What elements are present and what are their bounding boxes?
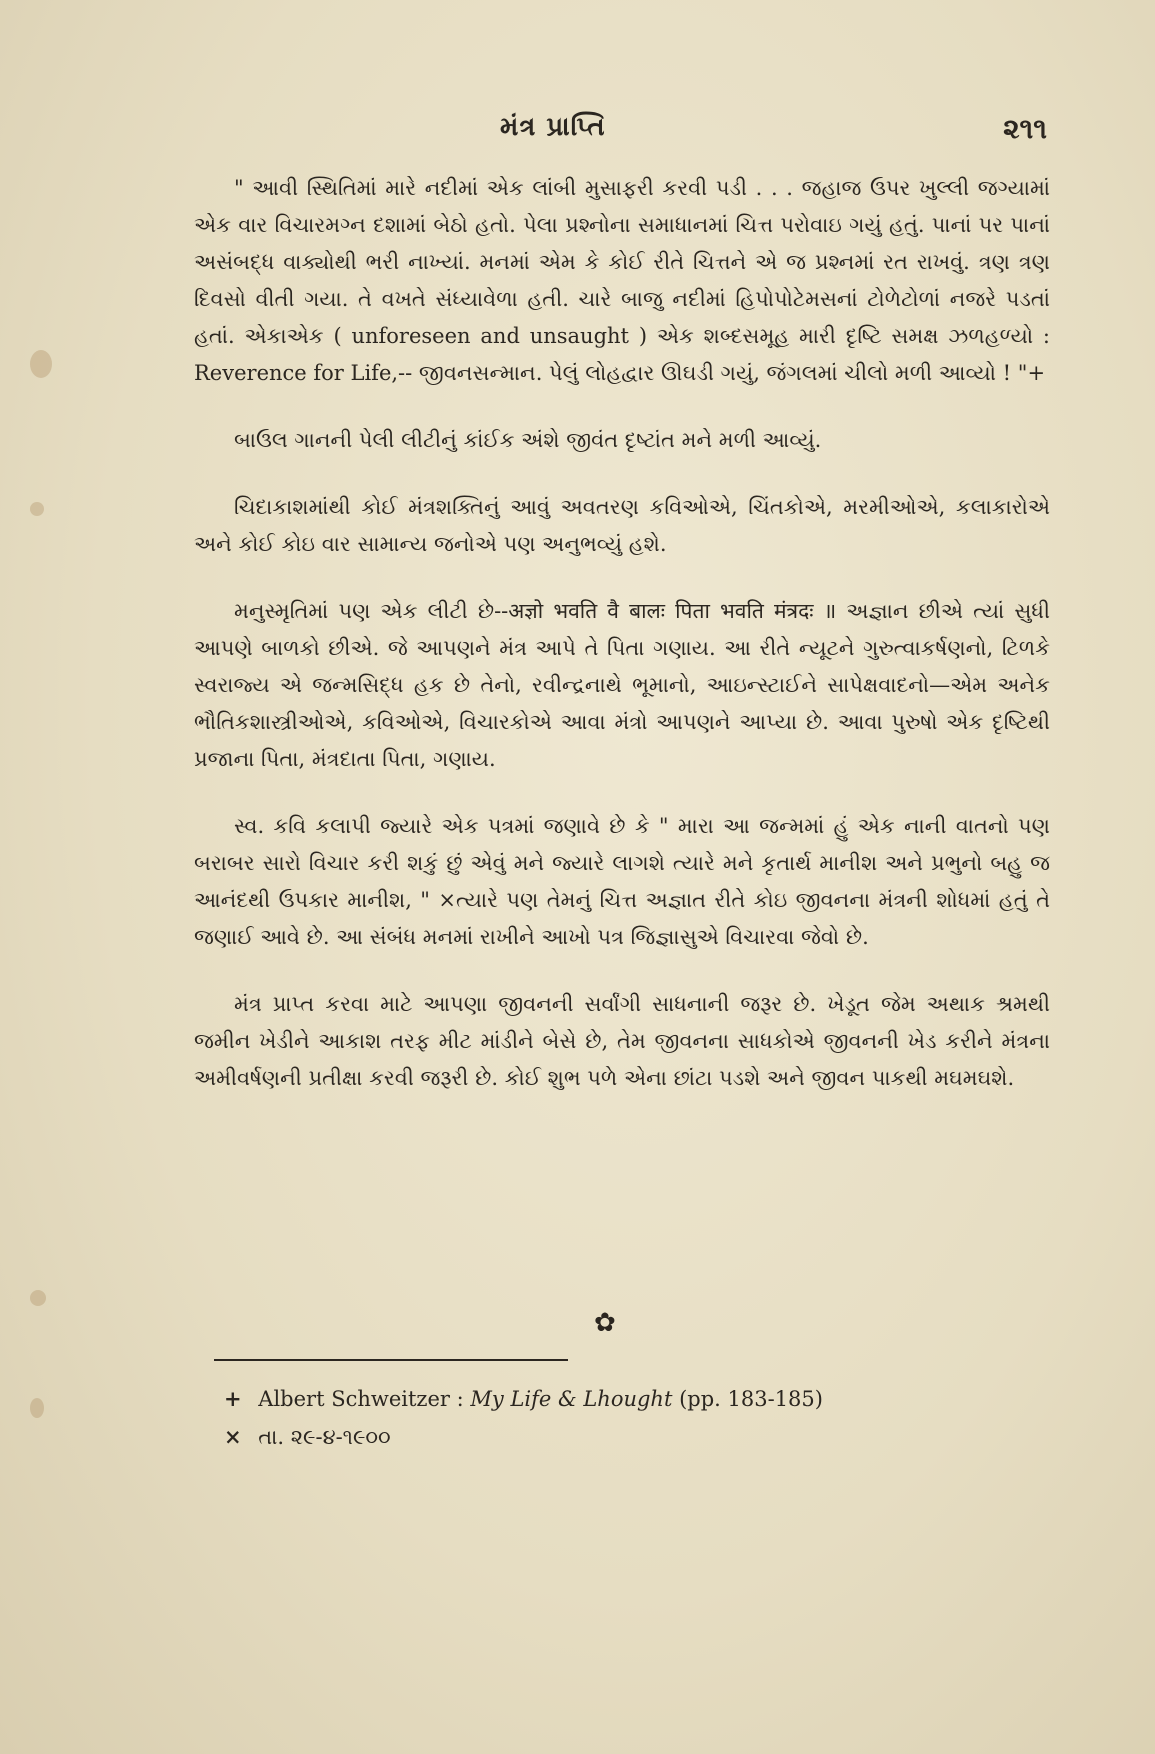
paper-stain — [30, 350, 52, 378]
body-text — [194, 170, 1050, 1127]
paragraph: સ્વ. કવિ કલાપી જ્યારે એક પત્રમાં જણાવે છે કે " મારા આ જન્મમાં હું એક નાની વાતનો પણ બરાબર સારો વિચાર કરી શકું છું એવું મને જ્યારે લાગશે ત્યારે મને કૃતાર્થ માનીશ અને પ્રભુનો બહુ જ આનંદથી ઉપકાર માનીશ, " ×ત્યારે પણ તેમનું ચિત્ત અજ્ઞાત રીતે કોઇ જીવનના મંત્રની શોધમાં હતું તે જણાઈ આવે છે. આ સંબંધ મનમાં રાખીને આખો પત્ર જિજ્ઞાસુએ વિચારવા જેવો છે. — [194, 814, 1050, 949]
footnote-title: My Life & Lhought — [470, 1387, 673, 1411]
footnote-text: તા. ૨૯-૪-૧૯૦૦ — [258, 1425, 391, 1449]
page-number: ૨૧૧ — [1003, 112, 1047, 145]
paragraph: ચિદાકાશમાંથી કોઈ મંત્રશક્તિનું આવું અવતરણ કવિઓએ, ચિંતકોએ, મરમીઓએ, કલાકારોએ અને કોઈ કોઇ વાર સામાન્ય જનોએ પણ અનુભવ્યું હશે. — [194, 495, 1050, 556]
footnote-mark: + — [224, 1386, 242, 1411]
paragraph: મનુસ્મૃતિમાં પણ એક લીટી છે--अज्ञो भवति वै बालः पिता भवति मंत्रदः ॥ અજ્ઞાન છીએ ત્યાં સુધી આપણે બાળકો છીએ. જે આપણને મંત્ર આપે તે પિતા ગણાય. આ રીતે ન્યૂટને ગુરુત્વાકર્ષણનો, ટિળકે સ્વરાજ્ય એ જન્મસિદ્ધ હક છે તેનો, રવીન્દ્રનાથે ભૂમાનો, આઇન્સ્ટાઈને સાપેક્ષવાદનો—એમ અનેક ભૌતિકશાસ્ત્રીઓએ, કવિઓએ, વિચારકોએ આવા મંત્રો આપણને આપ્યા છે. આવા પુરુષો એક દૃષ્ટિથી પ્રજાના પિતા, મંત્રદાતા પિતા, ગણાય. — [194, 599, 1050, 771]
section-ornament: ✿ — [594, 1308, 616, 1338]
footnote-2 — [224, 1418, 984, 1456]
paper-stain — [30, 1290, 46, 1306]
running-head: મંત્ર પ્રાપ્તિ — [500, 112, 606, 142]
footnotes — [224, 1380, 984, 1456]
paper-stain — [30, 502, 44, 516]
footnote-rule — [214, 1359, 568, 1361]
paragraph: મંત્ર પ્રાપ્ત કરવા માટે આપણા જીવનની સર્વાંગી સાધનાની જરૂર છે. ખેડૂત જેમ અથાક શ્રમથી જમીન ખેડીને આકાશ તરફ મીટ માંડીને બેસે છે, તેમ જીવનના સાધકોએ જીવનની ખેડ કરીને મંત્રના અમીવર્ષણની પ્રતીક્ષા કરવી જરૂરી છે. કોઈ શુભ પળે એના છાંટા પડશે અને જીવન પાકથી મઘમઘશે. — [194, 992, 1050, 1090]
footnote-pages: (pp. 183-185) — [679, 1387, 823, 1411]
paragraph-quote: " આવી સ્થિતિમાં મારે નદીમાં એક લાંબી મુસાફરી કરવી પડી . . . જહાજ ઉપર ખુલ્લી જગ્યામાં એક વાર વિચારમગ્ન દશામાં બેઠો હતો. પેલા પ્રશ્નોના સમાધાનમાં ચિત્ત પરોવાઇ ગયું હતું. પાનાં પર પાનાં અસંબદ્ધ વાક્યોથી ભરી નાખ્યાં. મનમાં એમ કે કોઈ રીતે ચિત્તને એ જ પ્રશ્નમાં રત રાખવું. ત્રણ ત્રણ દિવસો વીતી ગયા. તે વખતે સંધ્યાવેળા હતી. ચારે બાજુ નદીમાં હિપોપોટેમસનાં ટોળેટોળાં નજરે પડતાં હતાં. એકાએક ( unforeseen and unsaught ) એક શબ્દસમૂહ મારી દૃષ્ટિ સમક્ષ ઝળહળ્યો : Reverence for Life,-- જીવનસન્માન. પેલું લોહદ્વાર ઊઘડી ગયું, જંગલમાં ચીલો મળી આવ્યો ! "+ — [194, 176, 1050, 385]
footnote-author: Albert Schweitzer : — [258, 1387, 464, 1411]
page-header — [200, 112, 1047, 152]
paper-stain — [30, 1398, 44, 1418]
footnote-mark: × — [224, 1424, 242, 1449]
paragraph: બાઉલ ગાનની પેલી લીટીનું કાંઈક અંશે જીવંત દૃષ્ટાંત મને મળી આવ્યું. — [234, 428, 822, 452]
footnote-1 — [224, 1380, 984, 1418]
